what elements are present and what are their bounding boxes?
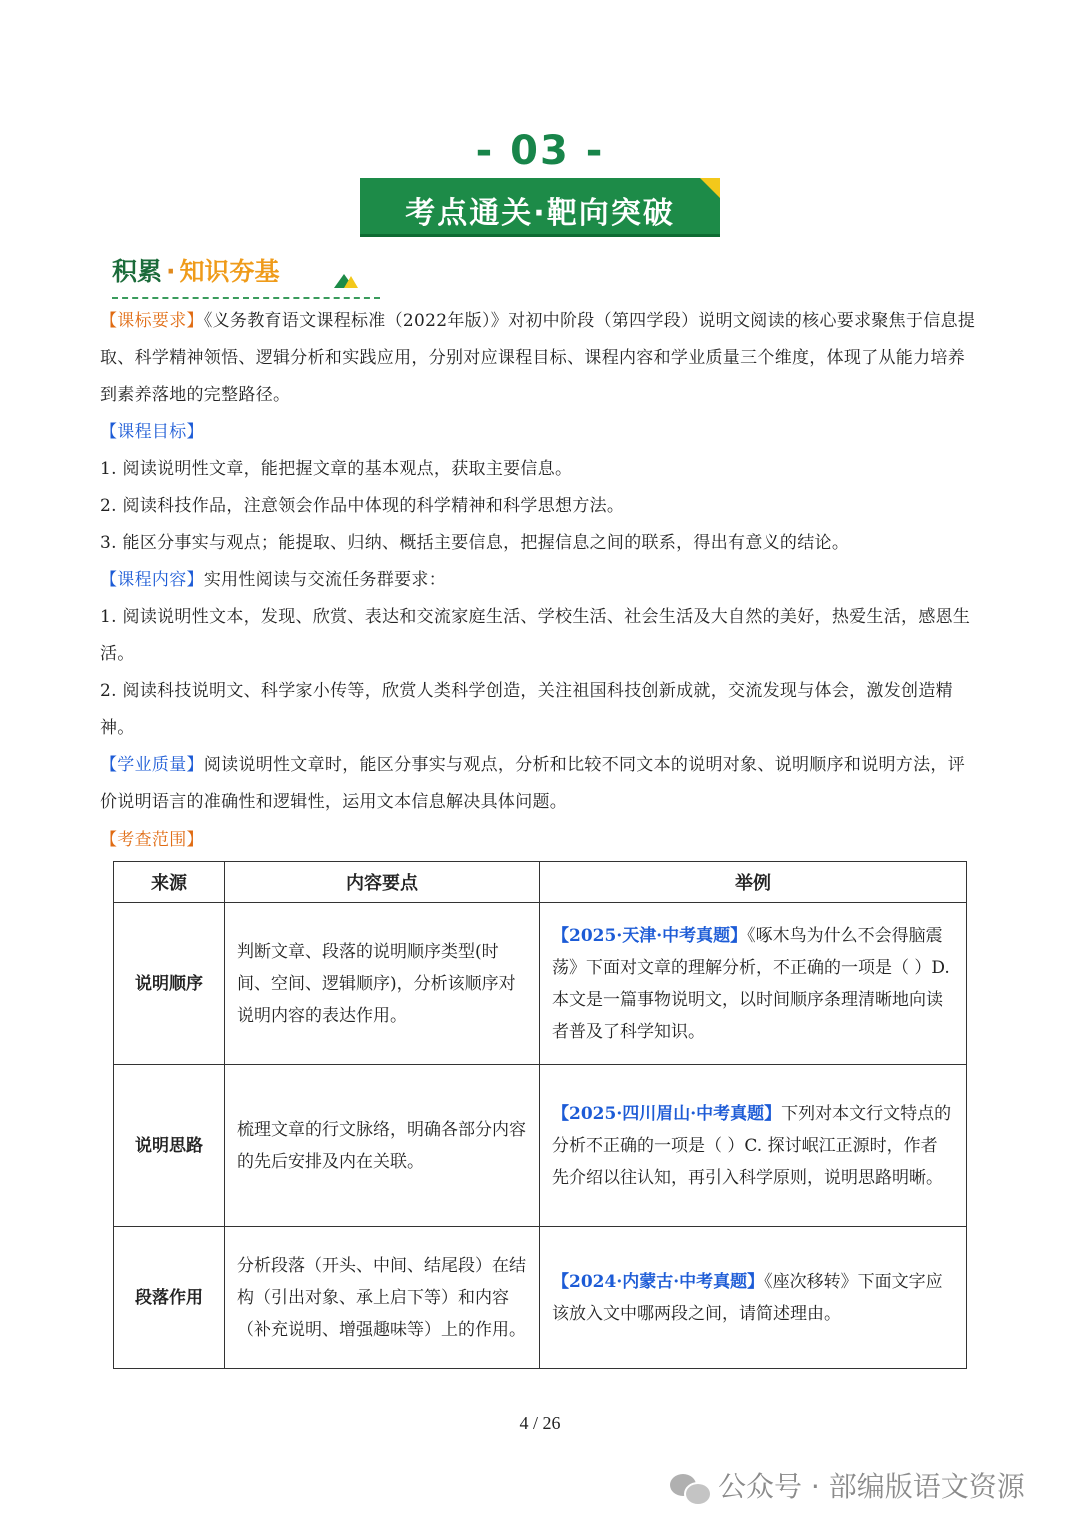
example-source: 【2025·天津·中考真题】: [552, 925, 748, 946]
table-row: [114, 1227, 967, 1369]
example-text: 《座次移转》下面文字应该放入文中哪两段之间，请简述理由。: [552, 1271, 943, 1324]
cell-example: [540, 1227, 967, 1369]
example-source: 【2025·四川眉山·中考真题】: [552, 1103, 782, 1124]
tag-course-content: 【课程内容】: [100, 570, 204, 590]
banner-title: 考点通关·靶向突破: [405, 196, 675, 231]
content-heading: [100, 562, 990, 599]
goals-heading: [100, 414, 990, 451]
watermark: [670, 1465, 1025, 1509]
cell-source: 说明顺序: [114, 903, 225, 1065]
tag-academic-quality: 【学业质量】: [100, 755, 204, 775]
example-text: 《啄木鸟为什么不会得脑震荡》下面对文章的理解分析，不正确的一项是（ ）D. 本文是一篇事物说明文，以时间顺序条理清晰地向读者普及了科学知识。: [552, 925, 950, 1042]
page-number: 4 / 26: [519, 1413, 561, 1433]
tag-curriculum-requirement: 【课标要求】: [100, 311, 204, 331]
column-header-source: 来源: [114, 862, 225, 903]
goal-item: 1. 阅读说明性文章，能把握文章的基本观点，获取主要信息。: [100, 459, 573, 479]
subsection-title: [112, 252, 280, 288]
tag-course-goals: 【课程目标】: [100, 422, 204, 442]
goal-item: 2. 阅读科技作品，注意领会作品中体现的科学精神和科学思想方法。: [100, 496, 625, 516]
cell-points: 梳理文章的行文脉络，明确各部分内容的先后安排及内在关联。: [225, 1065, 540, 1227]
table-row: [114, 1065, 967, 1227]
section-banner: [360, 178, 720, 234]
mountain-icon-small: [344, 276, 358, 288]
wechat-icon: [670, 1472, 710, 1504]
academic-quality-text: 阅读说明性文章时，能区分事实与观点，分析和比较不同文本的说明对象、说明顺序和说明方法，评价说明语言的准确性和逻辑性，运用文本信息解决具体问题。: [100, 755, 966, 812]
subsection-accent: 知识夯基: [179, 257, 280, 286]
cell-source: 段落作用: [114, 1227, 225, 1369]
subsection-main: 积累: [112, 257, 163, 286]
example-text: 下列对本文行文特点的分析不正确的一项是（ ）C. 探讨岷江正源时，作者先介绍以往认知，再引入科学原则，说明思路明晰。: [552, 1103, 952, 1188]
dashed-underline: [112, 297, 380, 299]
academic-quality: [100, 747, 982, 821]
curriculum-requirement: [100, 303, 982, 414]
example-source: 【2024·内蒙古·中考真题】: [552, 1271, 765, 1292]
content-lead: 实用性阅读与交流任务群要求：: [203, 570, 447, 590]
column-header-points: 内容要点: [225, 862, 540, 903]
goal-item: 3. 能区分事实与观点；能提取、归纳、概括主要信息，把握信息之间的联系，得出有意义的结论。: [100, 533, 850, 553]
column-header-example: 举例: [540, 862, 967, 903]
curriculum-requirement-text: 《义务教育语文课程标准（2022年版）》对初中阶段（第四学段）说明文阅读的核心要求聚焦于信息提取、科学精神领悟、逻辑分析和实践应用，分别对应课程目标、课程内容和学业质量三个维度，体现了从能力培养到素养落地的完整路径。: [100, 311, 976, 405]
cell-points: 分析段落（开头、中间、结尾段）在结构（引出对象、承上启下等）和内容（补充说明、增强趣味等）上的作用。: [225, 1227, 540, 1369]
table-header-row: [114, 862, 967, 903]
exam-range-table: [113, 861, 967, 1369]
watermark-text: 公众号 · 部编版语文资源: [718, 1470, 1025, 1503]
cell-example: [540, 1065, 967, 1227]
content-item: 2. 阅读科技说明文、科学家小传等，欣赏人类科学创造，关注祖国科技创新成就，交流发现与体会，激发创造精神。: [100, 681, 953, 738]
cell-points: 判断文章、段落的说明顺序类型(时间、空间、逻辑顺序)，分析该顺序对说明内容的表达作用。: [225, 903, 540, 1065]
subsection-sep: ·: [166, 257, 176, 286]
cell-source: 说明思路: [114, 1065, 225, 1227]
cell-example: [540, 903, 967, 1065]
content-item: 1. 阅读说明性文本，发现、欣赏、表达和交流家庭生活、学校生活、社会生活及大自然的美好，热爱生活，感恩生活。: [100, 607, 971, 664]
tag-exam-range: 【考查范围】: [100, 830, 204, 850]
range-heading: [100, 822, 990, 859]
section-number: - 03 -: [475, 128, 605, 174]
table-row: [114, 903, 967, 1065]
